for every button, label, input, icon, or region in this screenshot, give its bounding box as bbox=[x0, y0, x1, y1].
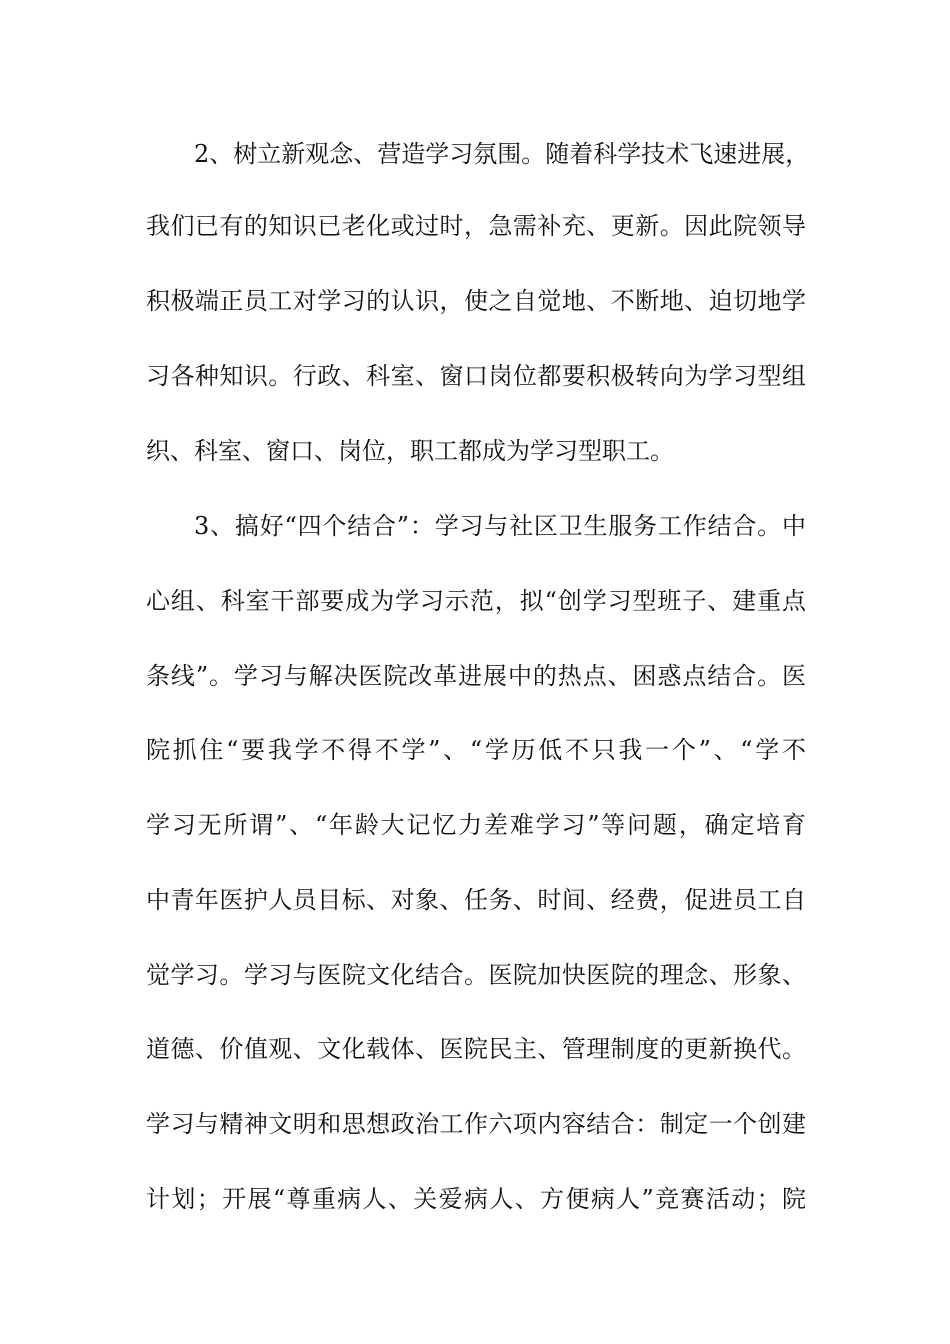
paragraph-3-line-10: 计划；开展“尊重病人、关爱病人、方便病人”竞赛活动；院 bbox=[146, 1185, 806, 1213]
paragraph-2-line-2: 我们已有的知识已老化或过时，急需补充、更新。因此院领导 bbox=[146, 212, 806, 240]
paragraph-3-line-7: 觉学习。学习与医院文化结合。医院加快医院的理念、形象、 bbox=[146, 961, 806, 989]
paragraph-3-line-1: 3、搞好“四个结合”：学习与社区卫生服务工作结合。中 bbox=[194, 512, 806, 540]
paragraph-3-line-4: 院抓住“要我学不得不学”、“学历低不只我一个”、“学不 bbox=[146, 736, 806, 764]
paragraph-3-line-8: 道德、价值观、文化载体、医院民主、管理制度的更新换代。 bbox=[146, 1035, 806, 1063]
paragraph-3-line-5: 学习无所谓”、“年龄大记忆力差难学习”等问题，确定培育 bbox=[146, 811, 806, 839]
paragraph-2-line-4: 习各种知识。行政、科室、窗口岗位都要积极转向为学习型组 bbox=[146, 362, 806, 390]
paragraph-2-line-1: 2、树立新观念、营造学习氛围。随着科学技术飞速进展， bbox=[194, 140, 810, 168]
paragraph-3-line-6: 中青年医护人员目标、对象、任务、时间、经费，促进员工自 bbox=[146, 886, 806, 914]
paragraph-2-line-3: 积极端正员工对学习的认识，使之自觉地、不断地、迫切地学 bbox=[146, 287, 806, 315]
paragraph-2-line-5: 织、科室、窗口、岗位，职工都成为学习型职工。 bbox=[146, 437, 674, 465]
paragraph-3-line-2: 心组、科室干部要成为学习示范，拟“创学习型班子、建重点 bbox=[146, 587, 806, 615]
paragraph-3-line-9: 学习与精神文明和思想政治工作六项内容结合：制定一个创建 bbox=[146, 1110, 806, 1138]
paragraph-3-line-3: 条线”。学习与解决医院改革进展中的热点、困惑点结合。医 bbox=[146, 662, 806, 690]
